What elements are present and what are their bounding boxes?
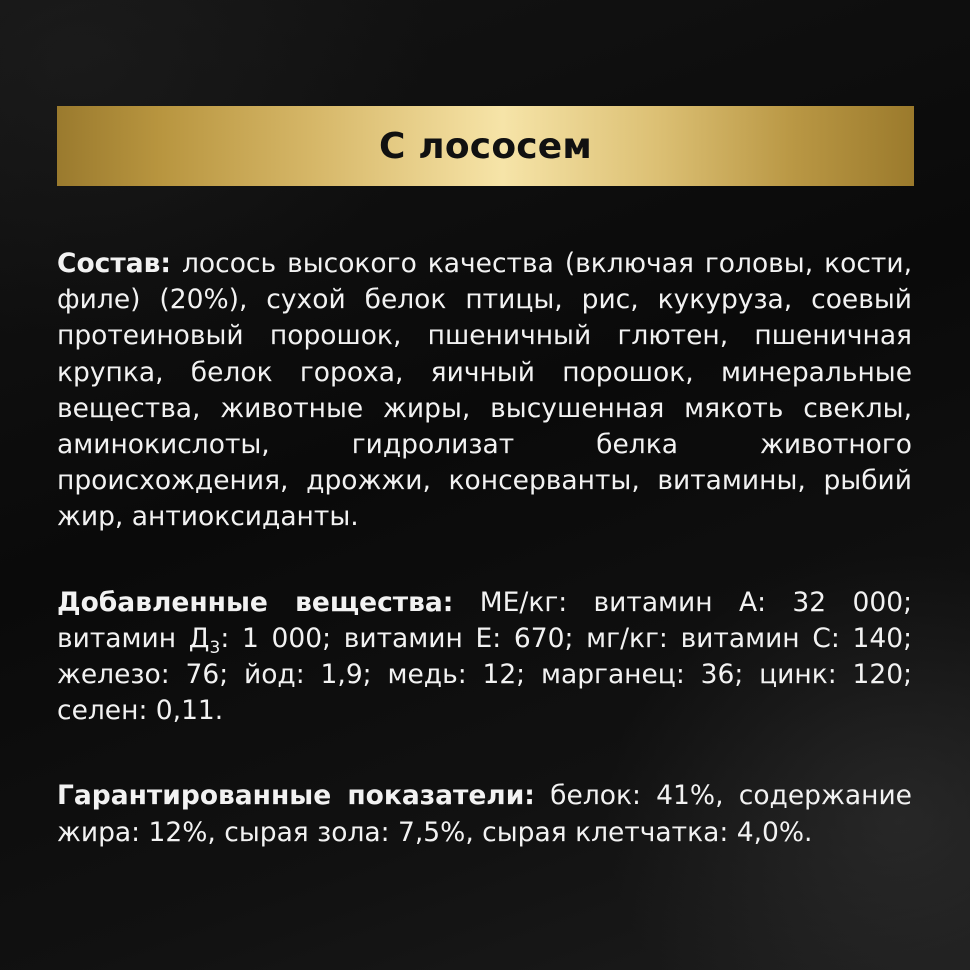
additives-label: Добавленные вещества:	[57, 586, 454, 618]
composition-paragraph	[57, 246, 912, 536]
additives-text-before: МЕ/кг: витамин А: 32 000; витамин Д	[57, 586, 912, 654]
product-details	[57, 246, 912, 851]
composition-text: лосось высокого качества (включая головы, кости, филе) (20%), сухой белок птицы, рис, кукуруза, соевый протеиновый порошок, пшеничный глютен, пшеничная крупка, белок гороха, яичный порошок, минеральные вещества, животные жиры, высушенная мякоть свеклы, аминокислоты, гидролизат белка животного происхождения, дрожжи, консерванты, витамины, рыбий жир, антиоксиданты.	[57, 248, 912, 533]
guaranteed-paragraph	[57, 778, 912, 850]
guaranteed-text: белок: 41%, содержание жира: 12%, сырая зола: 7,5%, сырая клетчатка: 4,0%.	[57, 780, 912, 848]
vitamin-d-subscript: 3	[209, 637, 221, 658]
guaranteed-label: Гарантированные показатели:	[57, 780, 535, 812]
product-title: С лососем	[378, 125, 593, 167]
additives-text-after: : 1 000; витамин Е: 670; мг/кг: витамин С: 140; железо: 76; йод: 1,9; медь: 12; марганец: 36; цинк: 120; селен: 0,11.	[57, 622, 912, 727]
composition-label: Состав:	[57, 248, 171, 279]
additives-paragraph	[57, 585, 912, 730]
title-banner	[57, 106, 914, 186]
